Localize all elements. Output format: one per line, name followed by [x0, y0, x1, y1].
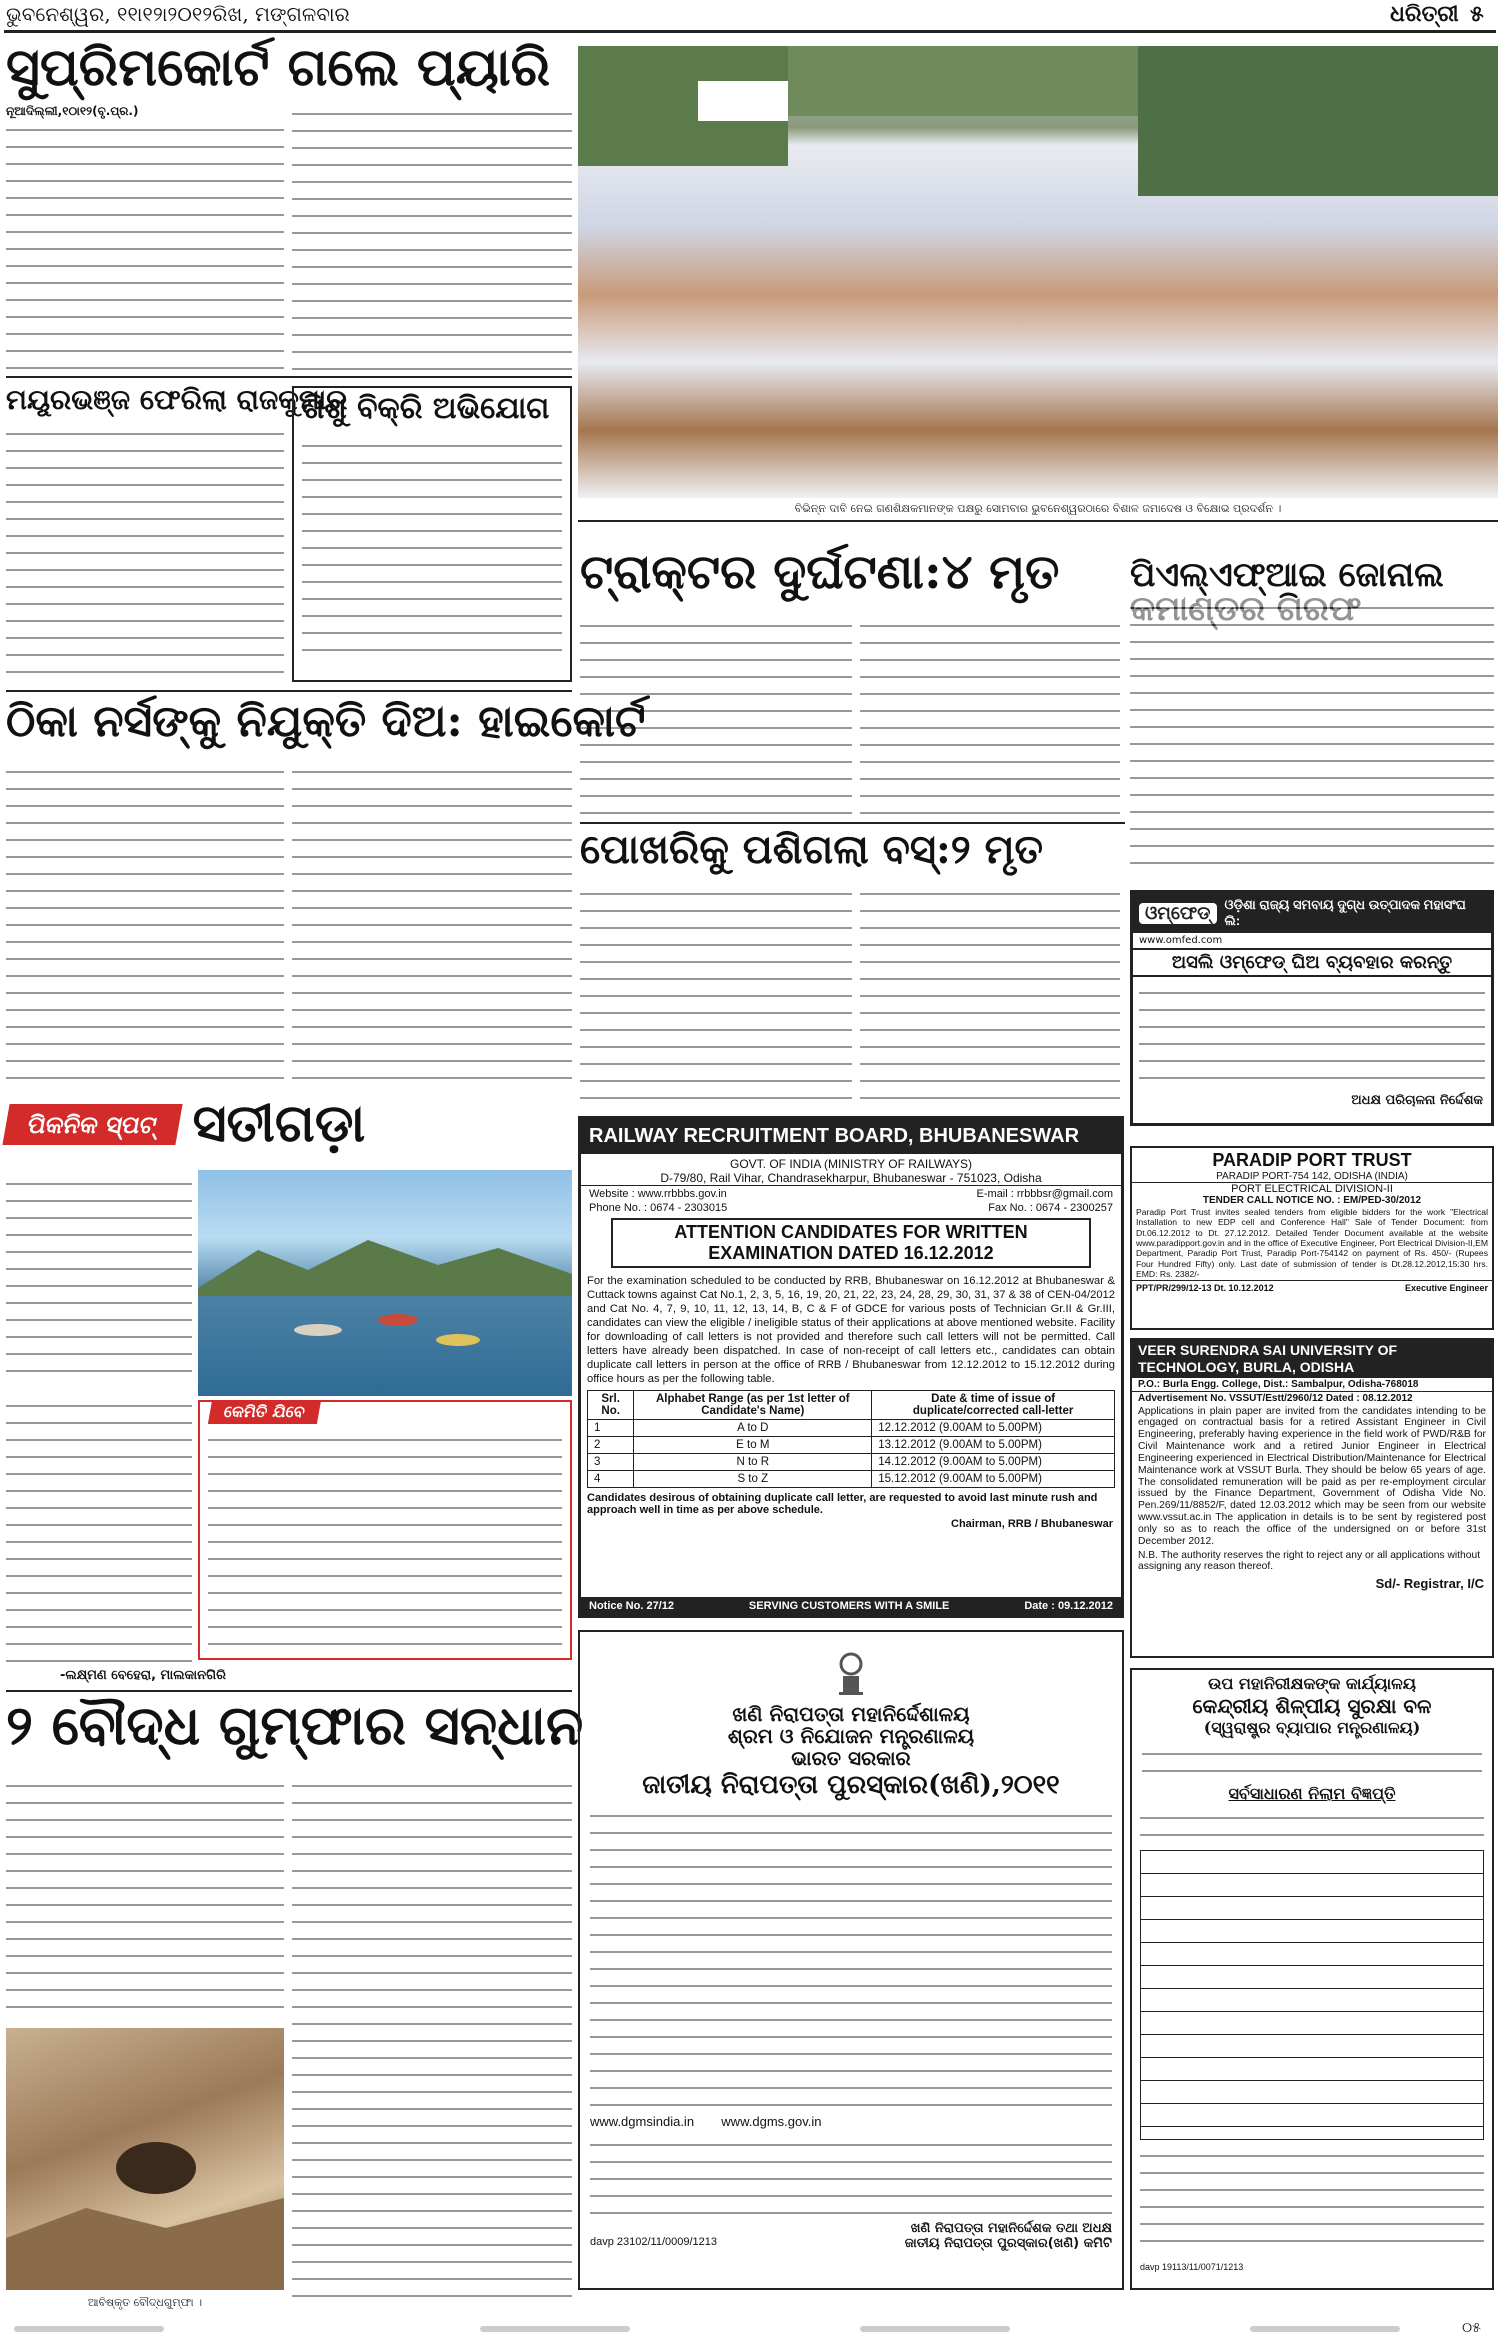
cave-photo — [6, 2028, 284, 2290]
mines-line3: ଭାରତ ସରକାର — [791, 1746, 911, 1770]
cisf-line3: (ସ୍ୱରାଷ୍ଟ୍ର ବ୍ୟାପାର ମନ୍ତ୍ରଣାଳୟ) — [1203, 1718, 1421, 1737]
picnic-tag: ପିକନିକ ସ୍ପଟ୍ — [2, 1104, 182, 1145]
page-number: ୫ — [1470, 1, 1484, 27]
rrb-th-srl: Srl. No. — [588, 1391, 634, 1420]
omfed-ad — [1130, 890, 1494, 1126]
cisf-line2: କେନ୍ଦ୍ରୀୟ ଶିଳ୍ପୀୟ ସୁରକ୍ଷା ବଳ — [1192, 1694, 1432, 1718]
protest-photo-caption: ବିଭିନ୍ନ ଦାବି ନେଇ ଗଣଶିକ୍ଷକମାନଙ୍କ ପକ୍ଷରୁ ସୋମବାର ଭୁବନେଶ୍ୱରଠାରେ ବିଶାଳ ଜମାଦେଷ ଓ ବିକ୍ଷୋଭ ପ୍ରଦର୍ଶନ । — [794, 502, 1282, 515]
footer-bar-segment — [480, 2326, 630, 2332]
paradip-body: Paradip Port Trust invites sealed tenders from eligible bidders for the work "Electrical Installation to new EDP cell and Conference Hall" Sale of Tender Document: from Dt.06.12.2012 to Dt. 27.12.2012. Detailed Tender Document available at the website www.paradipport.gov.in and in the office of Executive Engineer, Port Electrical Division-II,EM Department, Paradip Port Trust, Paradip Port-754142 on payment of Rs. 450/- (Rupees Four Hundred Fifty) only. Last date of submission of tender is Dt.28.12.2012,15:30 hrs. EMD: Rs. 2382/- — [1136, 1207, 1488, 1279]
rrb-slogan: SERVING CUSTOMERS WITH A SMILE — [748, 1600, 950, 1612]
paradip-ad — [1130, 1146, 1494, 1330]
footer-bar-segment — [1250, 2326, 1400, 2332]
divider — [6, 1690, 572, 1692]
footer-bar-segment — [14, 2326, 164, 2332]
mines-line2: ଶ୍ରମ ଓ ନିଯୋଜନ ମନ୍ତ୍ରଣାଳୟ — [727, 1724, 975, 1748]
table-row: 2 E to M 13.12.2012 (9.00AM to 5.00PM) — [588, 1437, 1115, 1454]
rrb-notice-no: Notice No. 27/12 — [589, 1600, 674, 1612]
masthead-rule — [4, 30, 1496, 33]
omfed-web[interactable]: www.omfed.com — [1139, 935, 1223, 946]
headline-tractor: ଟ୍ରାକ୍ଟର ଦୁର୍ଘଟଣା:୪ ମୃତ — [580, 544, 1060, 600]
rrb-th-date: Date & time of issue of duplicate/corrected call-letter — [872, 1391, 1115, 1420]
body-bauddha-col2 — [292, 1776, 572, 2312]
rrb-sign: Chairman, RRB / Bhubaneswar — [951, 1518, 1113, 1530]
mines-line1: ଖଣି ନିରାପତ୍ତା ମହାନିର୍ଦ୍ଦେଶାଳୟ — [732, 1702, 970, 1726]
paradip-sign: Executive Engineer — [1404, 1283, 1488, 1294]
mines-sign: ଖଣି ନିରାପତ୍ତା ମହାନିର୍ଦ୍ଦେଶକ ତଥା ଅଧକ୍ଷ — [910, 2221, 1112, 2236]
omfed-logo: ଓମ୍‌ଫେଡ୍ — [1139, 903, 1217, 924]
crowd-illustration — [578, 46, 1498, 498]
body-bus-col1 — [580, 884, 852, 1100]
table-row: 1 A to D 12.12.2012 (9.00AM to 5.00PM) — [588, 1420, 1115, 1437]
table-row: 3 N to R 14.12.2012 (9.00AM to 5.00PM) — [588, 1454, 1115, 1471]
mines-sign2: ଜାତୀୟ ନିରାପତ୍ତା ପୁରସ୍କାର(ଖଣି) କମିଟି — [904, 2236, 1112, 2251]
omfed-title: ଓଡ଼ିଶା ରାଜ୍ୟ ସମବାୟ ଦୁଗ୍ଧ ଉତ୍ପାଦକ ମହାସଂଘ ଲି: — [1224, 897, 1466, 928]
mines-web1[interactable]: www.dgmsindia.in — [590, 2114, 695, 2129]
cisf-title: ସର୍ବସାଧାରଣ ନିଲାମ ବିଜ୍ଞପ୍ତି — [1228, 1784, 1396, 1803]
rrb-address: D-79/80, Rail Vihar, Chandrasekharpur, Bhubaneswar - 751023, Odisha — [660, 1171, 1042, 1185]
picnic-byline: -ଲକ୍ଷ୍ମଣ ବେହେରା, ମାଲକାନଗିରି — [60, 1668, 226, 1683]
footer-bar-segment — [860, 2326, 1010, 2332]
body-picnic — [6, 1396, 192, 1662]
protest-photo — [578, 46, 1498, 498]
vssut-nb: N.B. The authority reserves the right to reject any or all applications without assigning any reason thereof. — [1138, 1549, 1481, 1573]
paradip-notice: TENDER CALL NOTICE NO. : EM/PED-30/2012 — [1202, 1195, 1422, 1206]
omfed-sign: ଅଧକ୍ଷ ପରିଚାଳନା ନିର୍ଦ୍ଦେଶକ — [1351, 1093, 1483, 1108]
rrb-title: RAILWAY RECRUITMENT BOARD, BHUBANESWAR — [581, 1119, 1121, 1154]
rrb-note: Candidates desirous of obtaining duplicate call letter, are requested to avoid last minute rush and approach well in time as per above schedule. — [587, 1492, 1098, 1516]
paradip-title: PARADIP PORT TRUST — [1212, 1150, 1412, 1170]
headline-nurse: ଠିକା ନର୍ସଙ୍କୁ ନିଯୁକ୍ତି ଦିଅ: ହାଇକୋର୍ଟ — [6, 696, 646, 747]
rrb-table — [587, 1390, 1115, 1488]
cisf-table — [1140, 1850, 1484, 2140]
rrb-ad — [578, 1116, 1124, 1618]
shishu-box — [292, 386, 572, 682]
headline-bauddha: ୨ ବୌଦ୍ଧ ଗୁମ୍ଫାର ସନ୍ଧାନ — [6, 1693, 584, 1757]
omfed-banner: ଅସଲି ଓମ୍‌ଫେଡ୍ ଘିଅ ବ୍ୟବହାର କରନ୍ତୁ — [1133, 948, 1491, 977]
date-line: ଭୁବନେଶ୍ୱର, ୧୧ା୧୨ା୨୦୧୨ରିଖ, ମଙ୍ଗଳବାର — [6, 2, 350, 26]
divider — [580, 822, 1125, 824]
picnic-photo — [198, 1170, 572, 1396]
vssut-body: Applications in plain paper are invited from the candidates intending to be engaged on contractual basis for a retired Assistant Engineer in Civil Engineering, preferably having experience in the field work of PWD/R&B for Civil Maintenance work and a retired Junior Engineer in Electrical Engineering experienced in Electrical Distribution/Maintenance for Electrical Maintenance work at VSSUT Burla. They should be below 65 years of age. The consolidated remuneration will be paid as per re-employment circular issued by the Finance Department, Government of Odisha Vide No. Pen.269/11/8852/F, dated 12.03.2012 which may be seen from our website www.vssut.ac.in The application in details is to be sent by registered post only so as to reach the office of the undersigned on or before 31st December 2012. — [1138, 1405, 1486, 1547]
table-row: 4 S to Z 15.12.2012 (9.00AM to 5.00PM) — [588, 1471, 1115, 1488]
picnic-place: ସତୀଗଡ଼ା — [192, 1093, 366, 1154]
cave-caption: ଆବିଷ୍କୃତ ବୌଦ୍ଧଗୁମ୍ଫା । — [87, 2296, 203, 2309]
rrb-th-range: Alphabet Range (as per 1st letter of Candidate's Name) — [634, 1391, 872, 1420]
how-to-go-title: କେମିତି ଯିବେ — [208, 1400, 321, 1424]
rrb-fax: Fax No. : 0674 - 2300257 — [988, 1202, 1113, 1214]
dateline-supreme: ନୂଆଦିଲ୍ଲୀ,୧୦ା୧୨(ବୃ.ପ୍ର.) — [6, 104, 139, 118]
footer-page-number: ୦୫ — [1462, 2320, 1481, 2336]
body-tractor-col2 — [860, 616, 1120, 816]
vssut-title: VEER SURENDRA SAI UNIVERSITY OF TECHNOLOGY, BURLA, ODISHA — [1132, 1340, 1492, 1378]
footer-bar — [0, 2318, 1499, 2341]
divider — [578, 520, 1498, 522]
lake-illustration — [198, 1170, 572, 1396]
body-bauddha-col1 — [6, 1776, 284, 2020]
body-shishu — [302, 436, 562, 666]
body-supreme-col2 — [292, 104, 572, 370]
body-supreme-col1 — [6, 120, 284, 370]
rrb-date: Date : 09.12.2012 — [1024, 1600, 1113, 1612]
cisf-line1: ଉପ ମହାନିରୀକ୍ଷକଙ୍କ କାର୍ଯ୍ୟାଳୟ — [1208, 1674, 1416, 1693]
body-mayur — [6, 424, 284, 682]
how-to-go-box — [198, 1400, 572, 1660]
rrb-website[interactable]: Website : www.rrbbbs.gov.in — [589, 1188, 727, 1200]
vssut-ad — [1130, 1338, 1494, 1658]
divider — [6, 376, 572, 378]
mines-davp: davp 23102/11/0009/1213 — [590, 2236, 718, 2248]
mines-web2[interactable]: www.dgms.gov.in — [721, 2114, 822, 2129]
headline-mayur: ମୟୂରଭଞ୍ଜ ଫେରିଲା ରାଜକୁମାର — [6, 383, 348, 416]
body-picnic-top — [6, 1174, 192, 1384]
cisf-ad — [1130, 1668, 1494, 2290]
emblem-icon — [831, 1642, 871, 1698]
body-bus-col2 — [860, 884, 1120, 1100]
divider — [6, 690, 572, 692]
cisf-davp: davp 19113/11/0071/1213 — [1140, 2262, 1244, 2272]
paradip-division: PORT ELECTRICAL DIVISION-II — [1231, 1183, 1393, 1195]
body-pla — [1130, 598, 1494, 868]
rrb-email[interactable]: E-mail : rrbbbsr@gmail.com — [976, 1188, 1113, 1200]
vssut-sign: Sd/- Registrar, I/C — [1375, 1576, 1484, 1592]
headline-pla: ପିଏଲ୍‌ଏଫ୍ଆଇ ଜୋନାଲ — [1130, 555, 1444, 595]
rrb-attention: ATTENTION CANDIDATES FOR WRITTEN EXAMINATION DATED 16.12.2012 — [611, 1218, 1091, 1268]
rrb-govt: GOVT. OF INDIA (MINISTRY OF RAILWAYS) — [729, 1157, 973, 1171]
headline-supreme: ସୁପ୍ରିମକୋର୍ଟ ଗଲେ ପ୍ୟାରି — [6, 37, 550, 98]
mines-title: ଜାତୀୟ ନିରାପତ୍ତା ପୁରସ୍କାର(ଖଣି),୨୦୧୧ — [642, 1770, 1060, 1800]
body-nurse-col1 — [6, 762, 284, 1092]
newspaper-brand: ଧରିତ୍ରୀ — [1390, 1, 1459, 27]
cave-illustration — [6, 2028, 284, 2290]
rrb-phone: Phone No. : 0674 - 2303015 — [589, 1202, 728, 1214]
rrb-body: For the examination scheduled to be conducted by RRB, Bhubaneswar on 16.12.2012 at Bhubaneswar & Cuttack towns against Cat No.1, 2, 3, 5, 16, 19, 20, 21, 22, 23, 24, 28, 29, 30, 31, 37 & 38 of CEN-04/2012 and Cat No. 4, 7, 9, 10, 11, 12, 13, 14, B, C & F of GDCE for various posts of Technician Gr.II & Gr.III, candidates can view the eligible / ineligible status of their applications at above mentioned website. Facility for downloading of call letters is not provided and therefore such call letters will not be permitted. Call letters have already been dispatched. In case of non-receipt of call letters etc., candidates can obtain duplicate call letters in person at the office of RRB / Bhubaneswar from 12.12.2012 to 15.12.2012 during office hours as per the following table. — [587, 1275, 1115, 1385]
headline-shishu: ଶିଶୁ ବିକ୍ରି ଅଭିଯୋଗ — [302, 391, 550, 426]
body-nurse-col2 — [292, 762, 572, 1092]
headline-bus: ପୋଖରିକୁ ପଶିଗଲା ବସ୍:୨ ମୃତ — [580, 826, 1044, 873]
paradip-ref: PPT/PR/299/12-13 Dt. 10.12.2012 — [1136, 1283, 1274, 1294]
mines-ad — [578, 1630, 1124, 2290]
vssut-address: P.O.: Burla Engg. College, Dist.: Sambalpur, Odisha-768018 — [1138, 1378, 1419, 1390]
paradip-sub: PARADIP PORT-754 142, ODISHA (INDIA) — [1132, 1171, 1492, 1183]
vssut-adv: Advertisement No. VSSUT/Estt/2960/12 Dated : 08.12.2012 — [1132, 1391, 1492, 1405]
